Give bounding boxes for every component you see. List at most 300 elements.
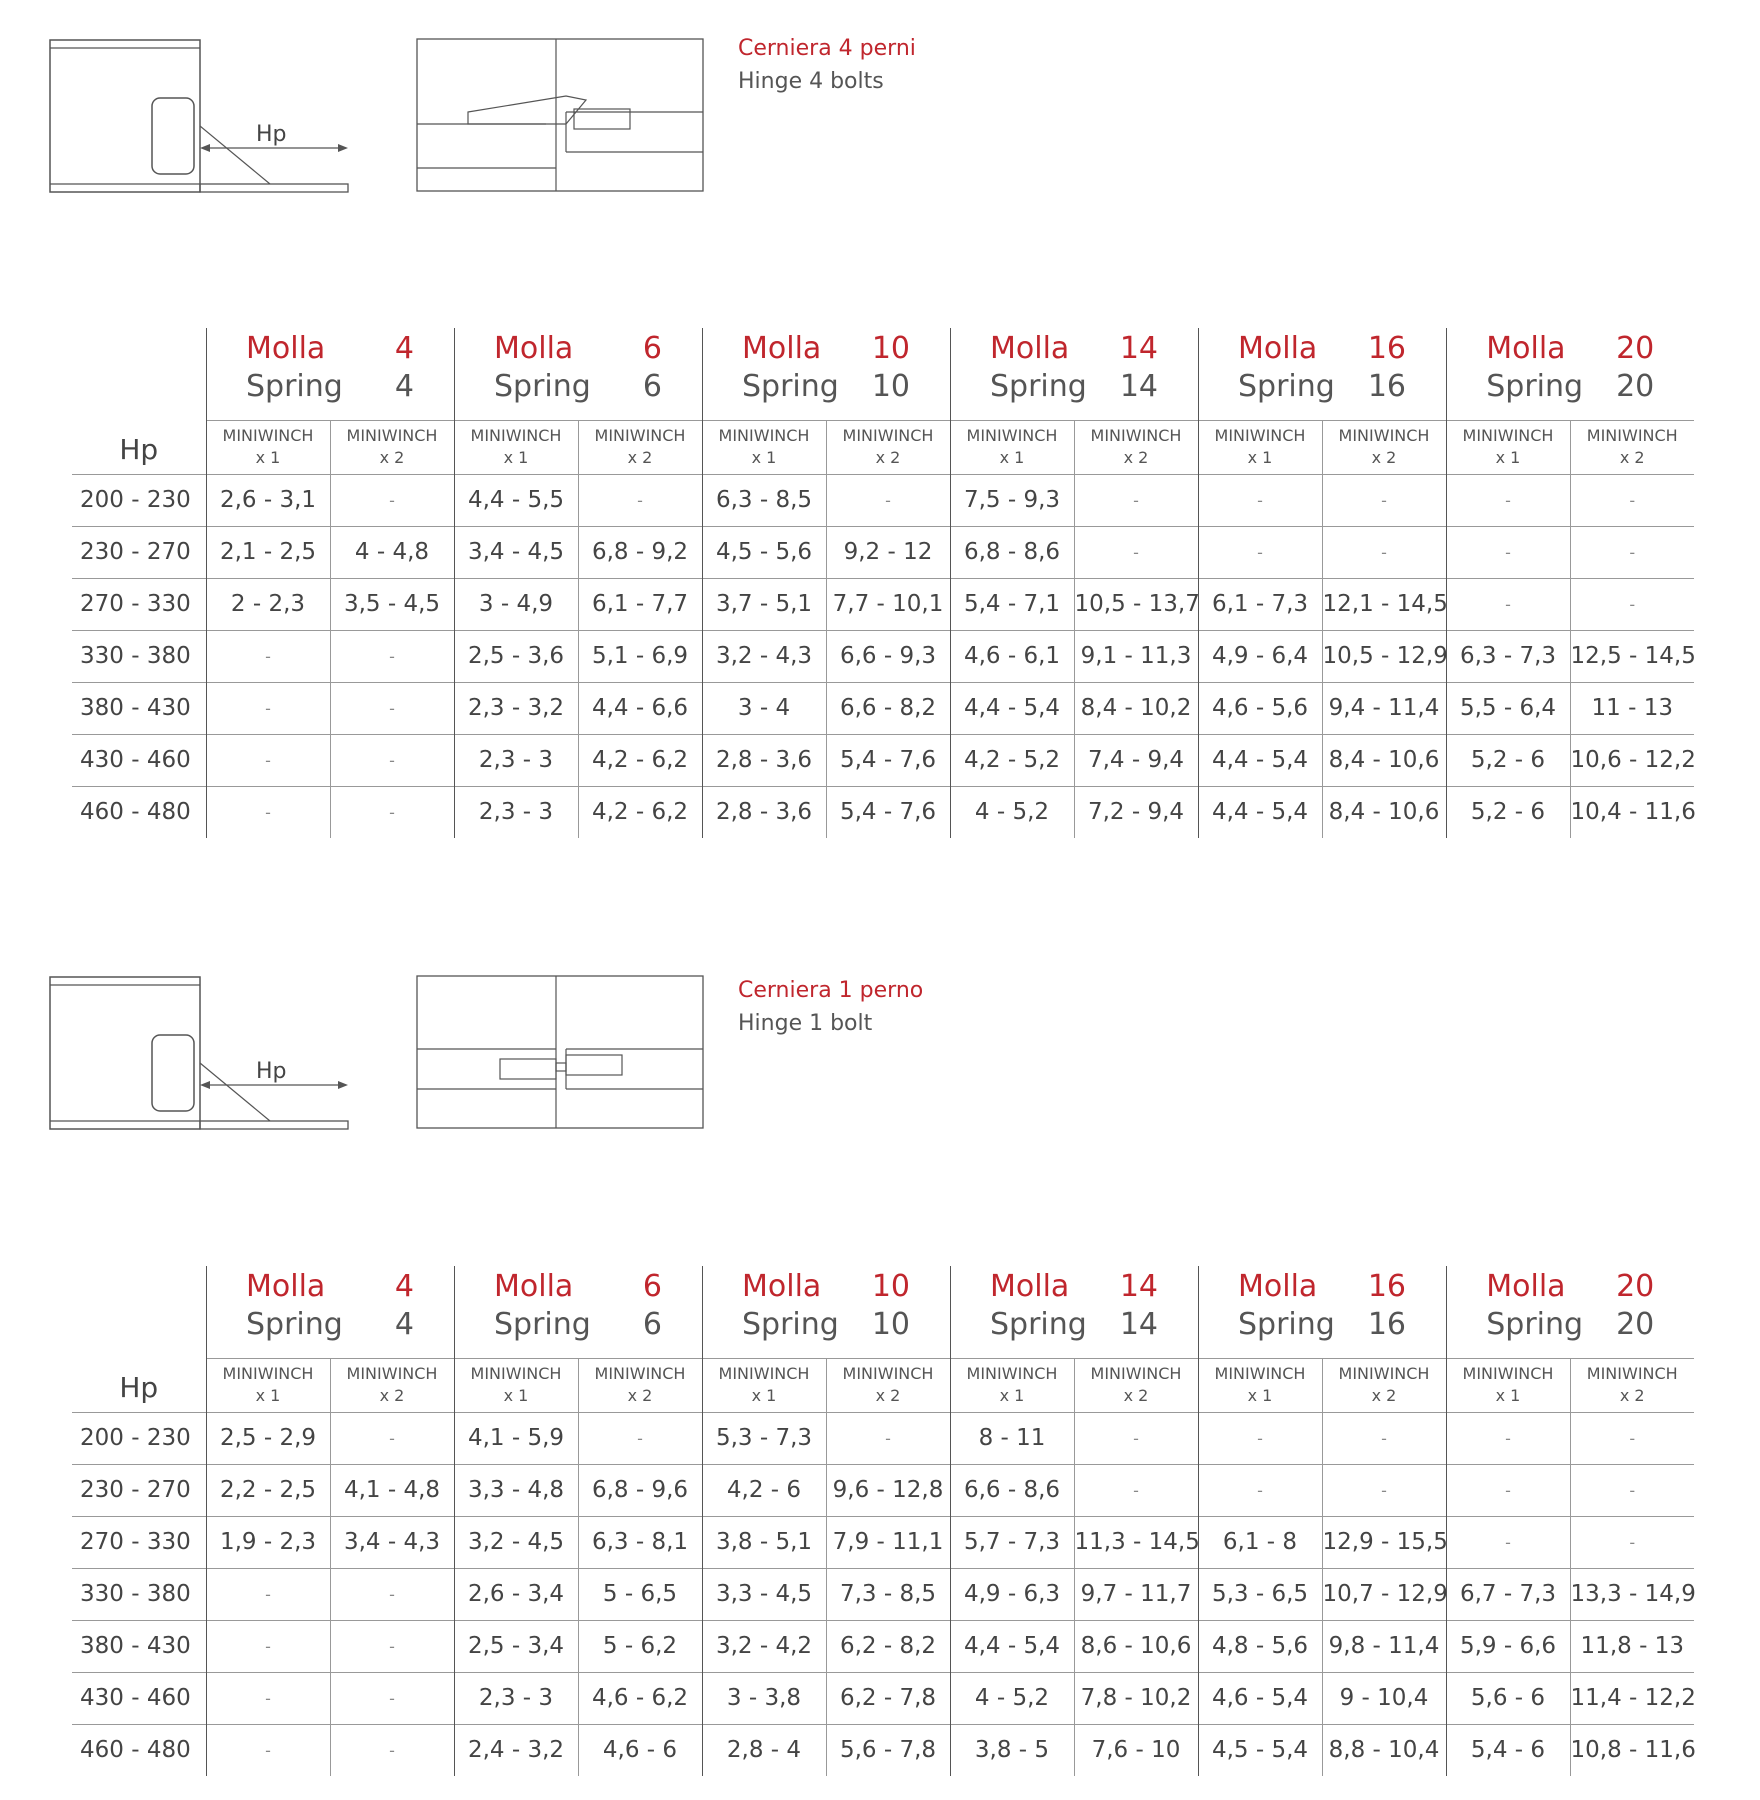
table-row (72, 1464, 1694, 1516)
value-cell: 5,4 - 7,6 (826, 734, 950, 786)
miniwinch-label: MINIWINCH (1586, 1364, 1678, 1383)
value-cell: - (1446, 1412, 1570, 1464)
hp-range-cell: 330 - 380 (72, 630, 206, 682)
group-number: 10 (871, 369, 910, 404)
table-row (72, 1672, 1694, 1724)
value-cell: 6,1 - 7,3 (1198, 578, 1322, 630)
winch-count: x 1 (1247, 1386, 1273, 1405)
value-cell: - (1446, 1464, 1570, 1516)
group-label-italian: Molla (990, 331, 1070, 366)
group-label-english: Spring (246, 369, 343, 404)
value-cell: 6,3 - 8,5 (702, 474, 826, 526)
winch-count: x 1 (503, 1386, 529, 1405)
value-cell: 11,4 - 12,2 (1570, 1672, 1694, 1724)
subheader-row (72, 1358, 1694, 1412)
spring-group-header (702, 1266, 950, 1358)
value-cell: 10,5 - 13,7 (1074, 578, 1198, 630)
value-cell: 8,4 - 10,6 (1322, 786, 1446, 838)
hp-range-cell: 200 - 230 (72, 1412, 206, 1464)
group-label-english: Spring (990, 1307, 1087, 1342)
value-cell: 5 - 6,2 (578, 1620, 702, 1672)
group-label-italian: Molla (1486, 331, 1566, 366)
group-number: 10 (871, 1269, 910, 1304)
miniwinch-subheader (1198, 1358, 1322, 1412)
table-row (72, 474, 1694, 526)
hp-range-cell: 270 - 330 (72, 1516, 206, 1568)
value-cell: 4,1 - 5,9 (454, 1412, 578, 1464)
winch-count: x 1 (503, 448, 529, 467)
value-cell: 7,4 - 9,4 (1074, 734, 1198, 786)
value-cell: 3,3 - 4,5 (702, 1568, 826, 1620)
winch-count: x 1 (255, 1386, 281, 1405)
group-label-italian: Molla (494, 331, 574, 366)
hp-range-cell: 270 - 330 (72, 578, 206, 630)
value-cell: 10,8 - 11,6 (1570, 1724, 1694, 1776)
value-cell: 6,8 - 9,6 (578, 1464, 702, 1516)
group-number: 14 (1119, 1269, 1158, 1304)
group-label-italian: Molla (742, 1269, 822, 1304)
hp-range-cell: 460 - 480 (72, 1724, 206, 1776)
miniwinch-label: MINIWINCH (718, 1364, 810, 1383)
miniwinch-subheader (454, 1358, 578, 1412)
value-cell: - (578, 1412, 702, 1464)
caption-english: Hinge 1 bolt (738, 1011, 873, 1036)
hp-column-header: Hp (119, 1370, 159, 1404)
value-cell: 5,4 - 6 (1446, 1724, 1570, 1776)
value-cell: - (1446, 474, 1570, 526)
miniwinch-label: MINIWINCH (222, 1364, 314, 1383)
value-cell: 3,2 - 4,5 (454, 1516, 578, 1568)
value-cell: 5,4 - 7,1 (950, 578, 1074, 630)
miniwinch-subheader (1446, 1358, 1570, 1412)
spring-group-header (1198, 1266, 1446, 1358)
value-cell: 5,9 - 6,6 (1446, 1620, 1570, 1672)
value-cell: - (206, 734, 330, 786)
value-cell: 4,4 - 5,4 (950, 682, 1074, 734)
value-cell: 4 - 4,8 (330, 526, 454, 578)
table-row (72, 1620, 1694, 1672)
miniwinch-label: MINIWINCH (1090, 1364, 1182, 1383)
group-number: 6 (642, 369, 662, 404)
group-label-italian: Molla (1238, 331, 1318, 366)
group-label-italian: Molla (742, 331, 822, 366)
miniwinch-subheader (578, 420, 702, 474)
miniwinch-subheader (950, 420, 1074, 474)
value-cell: 7,2 - 9,4 (1074, 786, 1198, 838)
hinge-4-bolts-icon (416, 38, 706, 194)
group-number: 4 (394, 369, 414, 404)
value-cell: - (206, 630, 330, 682)
value-cell: 6,2 - 8,2 (826, 1620, 950, 1672)
value-cell: - (1198, 474, 1322, 526)
value-cell: 3 - 4,9 (454, 578, 578, 630)
group-number: 6 (642, 331, 662, 366)
winch-count: x 2 (379, 448, 405, 467)
value-cell: 4,5 - 5,6 (702, 526, 826, 578)
miniwinch-label: MINIWINCH (842, 426, 934, 445)
value-cell: 2,4 - 3,2 (454, 1724, 578, 1776)
miniwinch-label: MINIWINCH (1214, 1364, 1306, 1383)
value-cell: 6,1 - 8 (1198, 1516, 1322, 1568)
miniwinch-subheader (1074, 420, 1198, 474)
caption-italian: Cerniera 1 perno (738, 978, 924, 1003)
spring-group-header (950, 328, 1198, 420)
hinge-1-bolt-icon (416, 975, 706, 1131)
diagram-hp-label: Hp (256, 122, 287, 147)
winch-count: x 1 (751, 1386, 777, 1405)
group-number: 6 (642, 1269, 662, 1304)
value-cell: 3,4 - 4,5 (454, 526, 578, 578)
value-cell: 5,6 - 7,8 (826, 1724, 950, 1776)
value-cell: 10,5 - 12,9 (1322, 630, 1446, 682)
group-number: 14 (1119, 1307, 1158, 1342)
value-cell: - (826, 1412, 950, 1464)
winch-count: x 1 (999, 1386, 1025, 1405)
value-cell: 9,8 - 11,4 (1322, 1620, 1446, 1672)
value-cell: - (206, 786, 330, 838)
value-cell: 5,2 - 6 (1446, 734, 1570, 786)
group-header-row (72, 328, 1694, 420)
value-cell: 6,8 - 9,2 (578, 526, 702, 578)
winch-count: x 1 (751, 448, 777, 467)
group-label-italian: Molla (1486, 1269, 1566, 1304)
value-cell: 7,8 - 10,2 (1074, 1672, 1198, 1724)
group-number: 6 (642, 1307, 662, 1342)
spring-group-header (1446, 328, 1694, 420)
value-cell: - (330, 734, 454, 786)
value-cell: 4,2 - 6,2 (578, 786, 702, 838)
value-cell: 2,5 - 2,9 (206, 1412, 330, 1464)
value-cell: 2,6 - 3,1 (206, 474, 330, 526)
value-cell: 5,5 - 6,4 (1446, 682, 1570, 734)
miniwinch-label: MINIWINCH (1462, 1364, 1554, 1383)
winch-count: x 2 (1371, 1386, 1397, 1405)
value-cell: - (330, 474, 454, 526)
table-row (72, 578, 1694, 630)
miniwinch-subheader (1198, 420, 1322, 474)
value-cell: - (206, 1724, 330, 1776)
group-number: 16 (1367, 1307, 1406, 1342)
miniwinch-label: MINIWINCH (346, 426, 438, 445)
value-cell: - (330, 1412, 454, 1464)
value-cell: 4,9 - 6,3 (950, 1568, 1074, 1620)
value-cell: 11,8 - 13 (1570, 1620, 1694, 1672)
value-cell: 3,8 - 5 (950, 1724, 1074, 1776)
group-number: 16 (1367, 369, 1406, 404)
miniwinch-subheader (826, 420, 950, 474)
table-row (72, 734, 1694, 786)
miniwinch-subheader (702, 1358, 826, 1412)
group-number: 16 (1367, 1269, 1406, 1304)
value-cell: 11,3 - 14,5 (1074, 1516, 1198, 1568)
group-label-english: Spring (1238, 369, 1335, 404)
spring-group-header (1446, 1266, 1694, 1358)
value-cell: 6,2 - 7,8 (826, 1672, 950, 1724)
spec-table-4-bolts (72, 328, 1694, 838)
value-cell: 5,2 - 6 (1446, 786, 1570, 838)
value-cell: 2,3 - 3 (454, 734, 578, 786)
value-cell: 8,4 - 10,6 (1322, 734, 1446, 786)
miniwinch-subheader (1322, 1358, 1446, 1412)
group-label-italian: Molla (246, 331, 326, 366)
value-cell: - (1446, 526, 1570, 578)
group-label-english: Spring (494, 1307, 591, 1342)
value-cell: - (1322, 526, 1446, 578)
miniwinch-subheader (454, 420, 578, 474)
value-cell: 6,6 - 8,6 (950, 1464, 1074, 1516)
winch-count: x 2 (1371, 448, 1397, 467)
group-number: 4 (394, 1269, 414, 1304)
value-cell: 2,8 - 3,6 (702, 734, 826, 786)
spring-group-header (206, 328, 454, 420)
value-cell: 12,5 - 14,5 (1570, 630, 1694, 682)
value-cell: 4,4 - 5,4 (950, 1620, 1074, 1672)
group-label-english: Spring (494, 369, 591, 404)
value-cell: 4,5 - 5,4 (1198, 1724, 1322, 1776)
hp-range-cell: 430 - 460 (72, 1672, 206, 1724)
spring-group-header (950, 1266, 1198, 1358)
value-cell: 10,6 - 12,2 (1570, 734, 1694, 786)
miniwinch-label: MINIWINCH (594, 426, 686, 445)
group-number: 20 (1616, 369, 1655, 404)
miniwinch-subheader (206, 420, 330, 474)
group-number: 14 (1119, 369, 1158, 404)
miniwinch-label: MINIWINCH (1586, 426, 1678, 445)
miniwinch-label: MINIWINCH (1090, 426, 1182, 445)
value-cell: 5,1 - 6,9 (578, 630, 702, 682)
spring-group-header (454, 1266, 702, 1358)
value-cell: - (1570, 578, 1694, 630)
winch-count: x 1 (999, 448, 1025, 467)
value-cell: 5,6 - 6 (1446, 1672, 1570, 1724)
group-number: 20 (1616, 1269, 1655, 1304)
value-cell: - (1446, 578, 1570, 630)
miniwinch-label: MINIWINCH (842, 1364, 934, 1383)
group-label-italian: Molla (990, 1269, 1070, 1304)
value-cell: - (330, 1724, 454, 1776)
group-number: 20 (1616, 1307, 1655, 1342)
miniwinch-label: MINIWINCH (966, 1364, 1058, 1383)
hp-range-cell: 380 - 430 (72, 1620, 206, 1672)
hp-range-cell: 200 - 230 (72, 474, 206, 526)
value-cell: 4,6 - 6,2 (578, 1672, 702, 1724)
miniwinch-label: MINIWINCH (470, 426, 562, 445)
winch-count: x 2 (627, 1386, 653, 1405)
group-number: 4 (394, 1307, 414, 1342)
winch-count: x 1 (1247, 448, 1273, 467)
group-number: 10 (871, 1307, 910, 1342)
caption-hinge-4-bolts (738, 32, 916, 98)
value-cell: 9,6 - 12,8 (826, 1464, 950, 1516)
hp-column-header: Hp (119, 432, 159, 466)
spec-table-1-bolt (72, 1266, 1694, 1776)
value-cell: 4,1 - 4,8 (330, 1464, 454, 1516)
diagram-hp-label: Hp (256, 1059, 287, 1084)
miniwinch-subheader (1446, 420, 1570, 474)
value-cell: 12,9 - 15,5 (1322, 1516, 1446, 1568)
miniwinch-subheader (1074, 1358, 1198, 1412)
group-number: 10 (871, 331, 910, 366)
value-cell: 3,4 - 4,3 (330, 1516, 454, 1568)
value-cell: 3 - 3,8 (702, 1672, 826, 1724)
group-number: 14 (1119, 331, 1158, 366)
value-cell: 13,3 - 14,9 (1570, 1568, 1694, 1620)
side-view-diagram (48, 38, 354, 198)
value-cell: 4,6 - 6 (578, 1724, 702, 1776)
group-label-english: Spring (1486, 369, 1584, 404)
value-cell: 7,7 - 10,1 (826, 578, 950, 630)
hp-range-cell: 460 - 480 (72, 786, 206, 838)
winch-count: x 2 (379, 1386, 405, 1405)
value-cell: 4,2 - 6 (702, 1464, 826, 1516)
value-cell: 3,2 - 4,2 (702, 1620, 826, 1672)
value-cell: 7,5 - 9,3 (950, 474, 1074, 526)
group-header-row (72, 1266, 1694, 1358)
value-cell: 4,9 - 6,4 (1198, 630, 1322, 682)
value-cell: - (1570, 474, 1694, 526)
value-cell: - (330, 630, 454, 682)
value-cell: 6,6 - 8,2 (826, 682, 950, 734)
value-cell: 3,7 - 5,1 (702, 578, 826, 630)
value-cell: 8 - 11 (950, 1412, 1074, 1464)
value-cell: 2,3 - 3 (454, 786, 578, 838)
value-cell: 10,4 - 11,6 (1570, 786, 1694, 838)
winch-count: x 1 (1495, 1386, 1521, 1405)
value-cell: 2,3 - 3,2 (454, 682, 578, 734)
winch-count: x 1 (1495, 448, 1521, 467)
value-cell: 5,7 - 7,3 (950, 1516, 1074, 1568)
miniwinch-label: MINIWINCH (470, 1364, 562, 1383)
value-cell: 2,1 - 2,5 (206, 526, 330, 578)
miniwinch-subheader (1570, 420, 1694, 474)
spring-group-header (206, 1266, 454, 1358)
value-cell: 2,3 - 3 (454, 1672, 578, 1724)
value-cell: - (1074, 1412, 1198, 1464)
value-cell: 3,5 - 4,5 (330, 578, 454, 630)
value-cell: 2,8 - 3,6 (702, 786, 826, 838)
value-cell: 7,3 - 8,5 (826, 1568, 950, 1620)
value-cell: - (1322, 1464, 1446, 1516)
group-label-italian: Molla (494, 1269, 574, 1304)
value-cell: 4,6 - 5,4 (1198, 1672, 1322, 1724)
value-cell: 2,5 - 3,4 (454, 1620, 578, 1672)
winch-count: x 2 (1123, 448, 1149, 467)
value-cell: 4,6 - 6,1 (950, 630, 1074, 682)
group-label-italian: Molla (246, 1269, 326, 1304)
value-cell: 8,4 - 10,2 (1074, 682, 1198, 734)
value-cell: - (1570, 1516, 1694, 1568)
value-cell: - (1198, 1464, 1322, 1516)
value-cell: 5 - 6,5 (578, 1568, 702, 1620)
group-label-english: Spring (742, 1307, 839, 1342)
value-cell: 6,7 - 7,3 (1446, 1568, 1570, 1620)
table-row (72, 1516, 1694, 1568)
value-cell: - (330, 1568, 454, 1620)
group-label-english: Spring (990, 369, 1087, 404)
value-cell: 9,4 - 11,4 (1322, 682, 1446, 734)
value-cell: - (330, 786, 454, 838)
value-cell: - (1074, 1464, 1198, 1516)
miniwinch-label: MINIWINCH (1214, 426, 1306, 445)
value-cell: 4,8 - 5,6 (1198, 1620, 1322, 1672)
value-cell: - (206, 1568, 330, 1620)
value-cell: 7,9 - 11,1 (826, 1516, 950, 1568)
spring-group-header (454, 328, 702, 420)
miniwinch-label: MINIWINCH (1338, 1364, 1430, 1383)
value-cell: 9,2 - 12 (826, 526, 950, 578)
value-cell: 5,4 - 7,6 (826, 786, 950, 838)
value-cell: - (206, 1672, 330, 1724)
miniwinch-subheader (330, 1358, 454, 1412)
value-cell: - (1198, 1412, 1322, 1464)
caption-italian: Cerniera 4 perni (738, 36, 916, 61)
value-cell: 4,4 - 5,4 (1198, 734, 1322, 786)
miniwinch-subheader (1322, 420, 1446, 474)
value-cell: 5,3 - 7,3 (702, 1412, 826, 1464)
miniwinch-subheader (330, 420, 454, 474)
value-cell: 1,9 - 2,3 (206, 1516, 330, 1568)
miniwinch-label: MINIWINCH (718, 426, 810, 445)
group-label-italian: Molla (1238, 1269, 1318, 1304)
value-cell: - (1322, 474, 1446, 526)
winch-count: x 2 (1619, 448, 1645, 467)
miniwinch-subheader (578, 1358, 702, 1412)
value-cell: 3,3 - 4,8 (454, 1464, 578, 1516)
miniwinch-subheader (826, 1358, 950, 1412)
winch-count: x 1 (255, 448, 281, 467)
hp-range-cell: 430 - 460 (72, 734, 206, 786)
table-row (72, 630, 1694, 682)
value-cell: 6,3 - 8,1 (578, 1516, 702, 1568)
table-row (72, 682, 1694, 734)
hp-range-cell: 330 - 380 (72, 1568, 206, 1620)
group-label-english: Spring (246, 1307, 343, 1342)
group-label-english: Spring (742, 369, 839, 404)
value-cell: 3,2 - 4,3 (702, 630, 826, 682)
value-cell: 4,2 - 6,2 (578, 734, 702, 786)
group-label-english: Spring (1238, 1307, 1335, 1342)
miniwinch-subheader (702, 420, 826, 474)
value-cell: - (1322, 1412, 1446, 1464)
value-cell: - (330, 1620, 454, 1672)
value-cell: 5,3 - 6,5 (1198, 1568, 1322, 1620)
value-cell: - (330, 1672, 454, 1724)
winch-count: x 2 (875, 1386, 901, 1405)
table-row (72, 526, 1694, 578)
spring-group-header (1198, 328, 1446, 420)
group-number: 16 (1367, 331, 1406, 366)
value-cell: 2,2 - 2,5 (206, 1464, 330, 1516)
value-cell: - (578, 474, 702, 526)
value-cell: 4 - 5,2 (950, 1672, 1074, 1724)
value-cell: 8,6 - 10,6 (1074, 1620, 1198, 1672)
value-cell: 4,4 - 5,4 (1198, 786, 1322, 838)
value-cell: 4,2 - 5,2 (950, 734, 1074, 786)
miniwinch-label: MINIWINCH (1462, 426, 1554, 445)
value-cell: 6,8 - 8,6 (950, 526, 1074, 578)
hp-range-cell: 230 - 270 (72, 526, 206, 578)
hp-range-cell: 230 - 270 (72, 1464, 206, 1516)
value-cell: - (1446, 1516, 1570, 1568)
subheader-row (72, 420, 1694, 474)
value-cell: 4,6 - 5,6 (1198, 682, 1322, 734)
value-cell: 11 - 13 (1570, 682, 1694, 734)
value-cell: 2,5 - 3,6 (454, 630, 578, 682)
hp-range-cell: 380 - 430 (72, 682, 206, 734)
group-number: 20 (1616, 331, 1655, 366)
value-cell: 8,8 - 10,4 (1322, 1724, 1446, 1776)
value-cell: - (1198, 526, 1322, 578)
